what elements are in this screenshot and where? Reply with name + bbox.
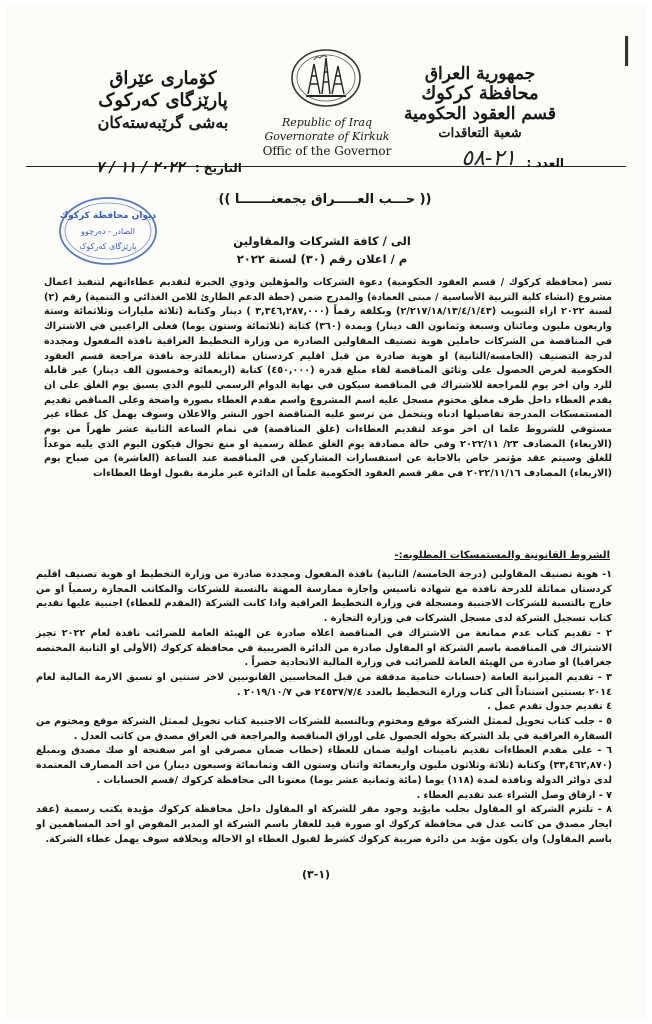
kurdish-letterhead bbox=[58, 68, 268, 134]
office-stamp bbox=[58, 196, 158, 266]
reference-number-label: العدد : bbox=[526, 156, 564, 170]
governorate-emblem-icon bbox=[278, 46, 374, 108]
margin-mark: | bbox=[621, 32, 632, 67]
condition-item: ٢ - تقديم كتاب عدم ممانعة من الاشتراك في المناقصة اعلاه صادرة عن الهيئة العامة للضرائب نافذة لعام ٢٠٢٢ تجيز الاشتراك في المناقصة باسم الشركة او المقاول صادرة من الدائرة الضريبية في محافظة كركوك (الأولى او الثانية المختصه جغرافيا) او صادرة من الهيئة العامة للضرائب في وزارة المالية الاتحادية حصراً . bbox=[36, 627, 612, 669]
arabic-letterhead bbox=[380, 64, 580, 144]
condition-item: ٨ - تلتزم الشركة او المقاول بجلب مايؤيد وجود مقر للشركة او المقاول داخل محافظة كركوك مؤيدة بكتب رسمية (عقد ايجار مصدق من كاتب عدل في محافظة كركوك او صورة قيد للعقار باسم الشركة او المدير المفوض او احد المساهمين او باسم المقاول) وان يكون مؤيد من دائرة ضريبة كركوك كشرط لقبول العطاء او الاحاله وبخلافه سوف يهمل عطاء الشركة. bbox=[36, 804, 612, 845]
kurdish-republic: كۆماری عێراق bbox=[109, 68, 217, 89]
condition-item: ٧ - ارفاق وصل الشراء عند تقديم العطاء . bbox=[416, 789, 612, 801]
kurdish-department: بەشی گرێبەستەکان bbox=[97, 113, 229, 132]
english-governorate: Governorate of Kirkuk bbox=[264, 130, 390, 143]
date-value: ٢٠٢٢ / ١١ / ٧ bbox=[96, 158, 185, 176]
condition-item: ٦ - على مقدم العطاءات تقديم تامينات اولية ضمان للعطاء (خطاب ضمان مصرفي او امر سفتجة او صك مصدق وبمبلغ (٣٣,٤٦٢,٨٧٠) وكتابة (ثلاثة وثلاثون مليون واربعمائة واثنان وستون الف وثمانمائة وسبعون دينار) من احد المصارف المعتمدة لدى دوائر الدولة ونافذة لمدة (١١٨) يوما (مائة وثمانية عشر يوما) معنونا الى محافظة كركوك /قسم الحسابات . bbox=[36, 745, 612, 786]
english-republic: Republic of Iraq bbox=[281, 116, 373, 129]
condition-item: ١- هوية تصنيف المقاولين (درجة الخامسة/ الثانية) نافذة المفعول ومجددة صادرة من وزارة التخطيط او هوية تصنيف اقليم كردستان مماثلة للدرجة نافذة مع شهادة تاسيس واجازة ممارسة المهنة بالنسبة للشركات والمكاتب المجازة رسمياً او من خارج بالنسبة للشركات الاجنبية ومسجلة في وزارة التخطيط العراقية واذا كانت الشركة (المقدم للعطاء) اجنبية عليها تقديم كتاب تسجيل الشركة لدى مسجل الشركات في وزارة التجارة . bbox=[36, 569, 612, 625]
kurdish-governorate: پارێزگای کەرکوک bbox=[98, 90, 228, 111]
english-office: Offic of the Governor bbox=[262, 144, 392, 158]
stamp-line-1: ديوان محافظة كركوك bbox=[59, 211, 157, 221]
reference-number-value: ٢١-٥٨ bbox=[461, 146, 516, 171]
stamp-line-3: پارێزگای کەرکوک bbox=[79, 242, 137, 251]
date-field bbox=[96, 158, 242, 176]
addressee-recipient: الى / كافة الشركات والمقاولين bbox=[233, 234, 411, 248]
tender-announcement-paragraph: تسر (محافظة كركوك / قسم العقود الحكومية) دعوة الشركات والمؤهلين وذوي الخبرة لتقديم عطاءاتهم لتنفيذ اعمال مشروع (انشاء كلية التربية الأساسية / مبنى العمادة) والمدرج ضمن (خطة الدعم الطارئ للامن الغذائي و التنمية) رقم (٢) لسنة ٢٠٢٢ ازاء التبويب (٢/٢١٧/١٨/١٣/٤/١/٤٣) وبكلفة رقماً (٣,٣٤٦,٢٨٧,٠٠٠ ) دينار وكتابة (ثلاثة مليارات وثلاثمائة وستة واربعون مليون ومائتان وسبعة وثمانون الف دينار) وبمدة (٣٦٠) كتابة (ثلاثمائة وستون يوما) فعلى الراغبين في الاشتراك في المناقصة من الشركات حاملين هوية تصنيف المقاولين الصادرة من وزارة التخطيط العراقية نافذة المفعول ومجددة لدرجة التصنيف (الخامسة/الثانية) او هوية صادرة من قبل اقليم كردستان مماثلة للدرجة نافذة مراجعة قسم العقود الحكومية لغرض الحصول على وثائق المناقصة لقاء مبلغ قدرة (٤٥٠,٠٠٠) كتابة (اربعمائة وخمسون الف دينار) غير قابلة للرد وان اخر يوم للمراجعة للاشتراك في المناقصة سيكون في نهاية الدوام الرسمي لليوم الذي يسبق يوم الغلق على ان يقدم العطاء داخل ظرف مغلق مختوم مسجل عليه اسم المشروع واسم مقدم العطاء بصورة واضحة وعلى المناقص تقديم المستمسكات المدرجة تفاصيلها ادناه ويتحمل من ترسو عليه المناقصة اجور النشر والاعلان وسوف يهمل كل عطاء غير مستوفي للشروط علما ان اخر موعد لتقديم العطاءات (غلق المناقصة) في تمام الساعة الثانية عشر ظهراً من يوم (الاربعاء) المصادف ٢٣/ ٢٠٢٢/١١ وفي حالة مصادفة يوم الغلق عطلة رسمية او منع تجوال فيكون اليوم الذي يليه موعداً للغلق وسيتم عقد مؤتمر خاص بالاجابة عن استفسارات المشاركين في المناقصة عند الساعة (العاشرة) من صباح يوم (الاربعاء) المصادف ٢٠٢٢/١١/١٦ في مقر قسم العقود الحكومية علماً ان الدائرة غير ملزمة بقبول اوطا العطاءات bbox=[44, 277, 613, 480]
condition-item: ٤ تقديم جدول تقدم عمل . bbox=[487, 701, 612, 713]
page-number: (١-٣) bbox=[302, 868, 331, 881]
stamp-line-2: الصادر - دەرچوو bbox=[81, 227, 135, 236]
arabic-republic: جمهورية العراق bbox=[424, 64, 536, 84]
arabic-section: شعبة التعاقدات bbox=[438, 126, 522, 141]
addressee-block bbox=[222, 232, 422, 268]
conditions-heading: الشروط القانونية والمستمسكات المطلوبه:- bbox=[394, 550, 610, 561]
document-page bbox=[6, 6, 646, 1018]
arabic-governorate: محافظة كركوك bbox=[421, 83, 539, 104]
conditions-list bbox=[36, 568, 612, 847]
addressee-subject: م / اعلان رقم (٣٠) لسنة ٢٠٢٢ bbox=[236, 252, 408, 266]
arabic-department: قسم العقود الحكومية bbox=[404, 104, 556, 124]
condition-item: ٥ - جلب كتاب تخويل لممثل الشركة موقع ومختوم وبالنسبة للشركات الاجنبية كتاب تخويل لممثل الشركة موقع ومختوم من السفارة العراقية في بلد الشركة يخوله الحصول على اوراق المناقصة والمراجعة في العراق مصدق من كاتب العدل . bbox=[36, 716, 612, 742]
condition-item: ٣ - تقديم الميزانية العامة (حسابات ختامية مدققة من قبل المحاسبين القانونيين لاخر سنتين او تسبق الازمة المالية لعام ٢٠١٤ بسنتين استناداً الى كتاب وزارة التخطيط بالعدد ٢٤٥٣٧/٧/٤ في ٢٠١٩/١٠/٧ . bbox=[36, 671, 612, 698]
english-letterhead bbox=[252, 116, 402, 159]
invocation-line: (( حـــب العـــــراق يجمعنـــــــا )) bbox=[218, 192, 432, 207]
date-label: التاريخ : bbox=[194, 161, 242, 175]
